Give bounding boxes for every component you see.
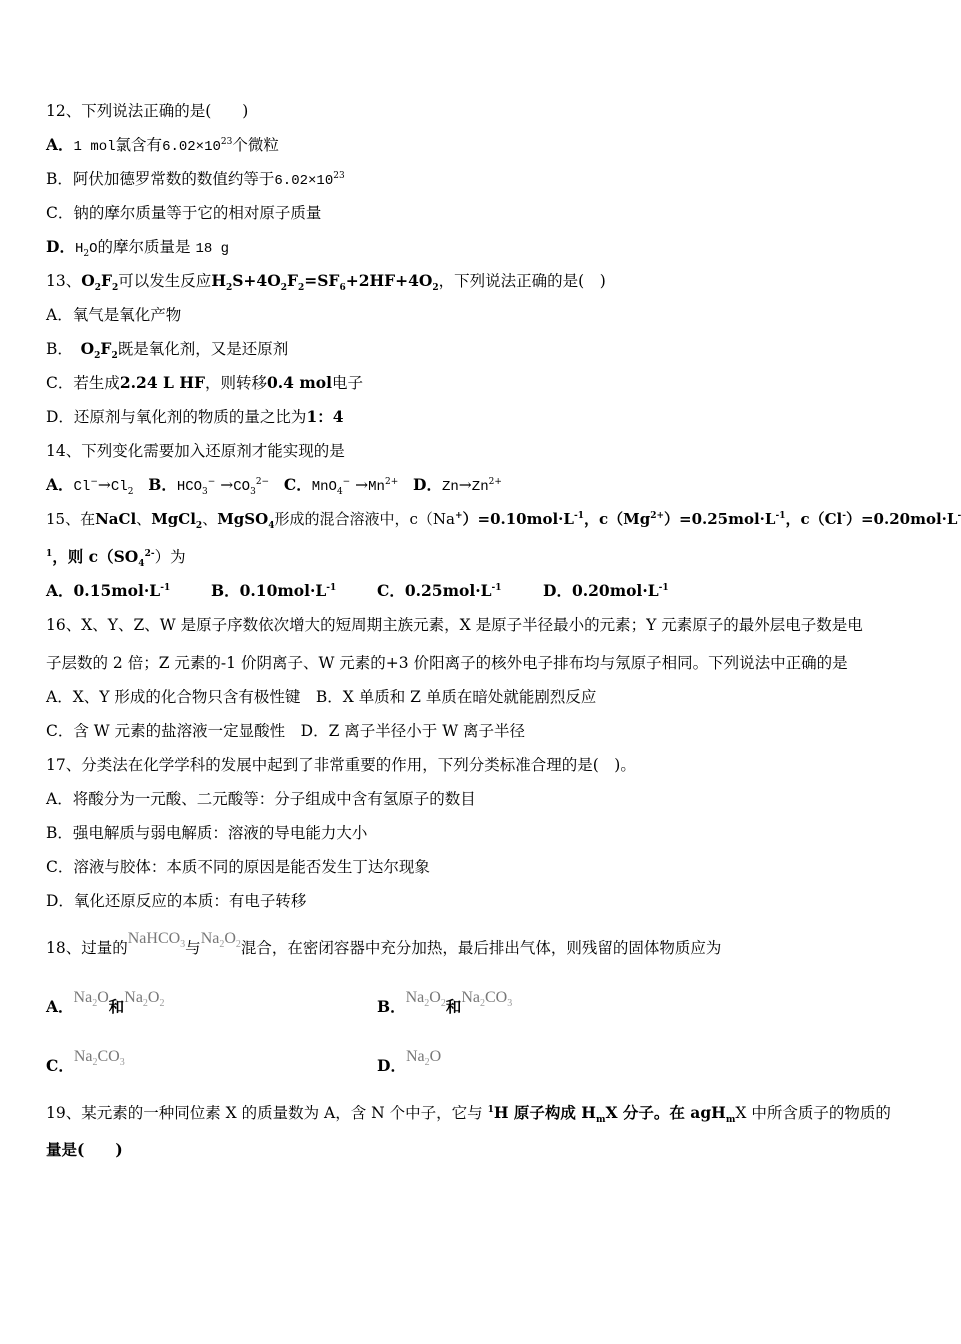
q18-option-b: B．$Na_2O_2$和$Na_2CO_3$: [377, 989, 513, 1016]
q12-option-d: D．$H_2O$的摩尔质量是 18 g: [46, 237, 230, 260]
q19-stem-line2: 量是( ): [46, 1140, 123, 1159]
q16-stem-line1: 16、X、Y、Z、W 是原子序数依次增大的短周期主族元素，X 是原子半径最小的元素；Y 元素原子的最外层电子数是电: [46, 616, 863, 634]
q13-option-a: A．氧气是氧化产物: [46, 306, 182, 324]
q14-stem: 14、下列变化需要加入还原剂才能实现的是: [46, 442, 345, 460]
q15-option-c: C．$0.25mol\cdot L^{-1}$: [377, 581, 502, 600]
q16-options-cd: C．含 W 元素的盐溶液一定显酸性 D．Z 离子半径小于 W 离子半径: [46, 722, 526, 740]
q12-option-a: A．1 mol氯含有$6.02\times 10^{23}$个微粒: [46, 135, 279, 155]
q12-option-b: B．阿伏加德罗常数的数值约等于$6.02\times 10^{23}$: [46, 170, 345, 189]
q17-option-b: B．强电解质与弱电解质：溶液的导电能力大小: [46, 824, 368, 842]
q15-option-d: D．$0.20mol\cdot L^{-1}$: [543, 581, 669, 600]
q12-option-c: C．钠的摩尔质量等于它的相对原子质量: [46, 204, 322, 222]
q13-stem: 13、$O_2F_2$可以发生反应$H_2S+4O_2F_2=SF_6+2HF+4O_2$，下列说法正确的是( ): [46, 271, 606, 294]
q18-option-a: A．$Na_2O$和$Na_2O_2$: [46, 989, 165, 1016]
q18-option-c: C．$Na_2CO_3$: [46, 1048, 125, 1075]
q19-stem-line1: 19、某元素的一种同位素 X 的质量数为 A，含 N 个中子，它与 $^1$H 原子构成 $H_mX$ 分子。在 agH$_m$X 中所含质子的物质的: [46, 1103, 891, 1126]
q17-option-c: C．溶液与胶体：本质不同的原因是能否发生丁达尔现象: [46, 858, 430, 876]
q12-stem: 12、下列说法正确的是( ): [46, 102, 249, 120]
q17-option-d: D．氧化还原反应的本质：有电子转移: [46, 892, 307, 910]
q14-options: A．$Cl^-\to Cl_2$ B．$HCO_3^- \to CO_3^{2-}$ C．$MnO_4^- \to Mn^{2+}$ D．$Zn\to Zn^{2+}$: [46, 475, 502, 498]
q15-option-a: A．$0.15mol\cdot L^{-1}$: [46, 581, 171, 600]
q15-stem: 15、在NaCl、MgCl$_2$、MgSO$_4$形成的混合溶液中，$c(Na^+)=0.10mol\cdot L^{-1}$，$c(Mg^{2+})=0.25mol\cdot L^{-1}$，c（Cl-）=0.20mol·L-: [46, 510, 961, 531]
q13-option-d: D．还原剂与氧化剂的物质的量之比为1：4: [46, 407, 344, 426]
q16-stem-line2: 子层数的 2 倍；Z 元素的-1 价阴离子、W 元素的+3 价阳离子的核外电子排布均与氖原子相同。下列说法中正确的是: [46, 654, 848, 672]
q16-options-ab: A．X、Y 形成的化合物只含有极性键 B．X 单质和 Z 单质在暗处就能剧烈反应: [46, 688, 597, 706]
q17-option-a: A．将酸分为一元酸、二元酸等：分子组成中含有氢原子的数目: [46, 790, 476, 808]
q17-stem: 17、分类法在化学学科的发展中起到了非常重要的作用，下列分类标准合理的是( )。: [46, 756, 636, 774]
q13-option-c: C．若生成2.24 L HF，则转移0.4 mol电子: [46, 373, 363, 392]
q18-stem: 18、过量的NaHCO$_3$与$Na_2O_2$混合，在密闭容器中充分加热，最后排出气体，则残留的固体物质应为: [46, 930, 722, 957]
q15-stem-continued: $^1$，则 $c(SO_4^{2-})$为: [46, 547, 186, 570]
q13-option-b: B． $O_2F_2$既是氧化剂，又是还原剂: [46, 339, 289, 362]
q18-option-d: D．$Na_2O$: [377, 1048, 442, 1075]
q15-option-b: B．$0.10mol\cdot L^{-1}$: [211, 581, 337, 600]
